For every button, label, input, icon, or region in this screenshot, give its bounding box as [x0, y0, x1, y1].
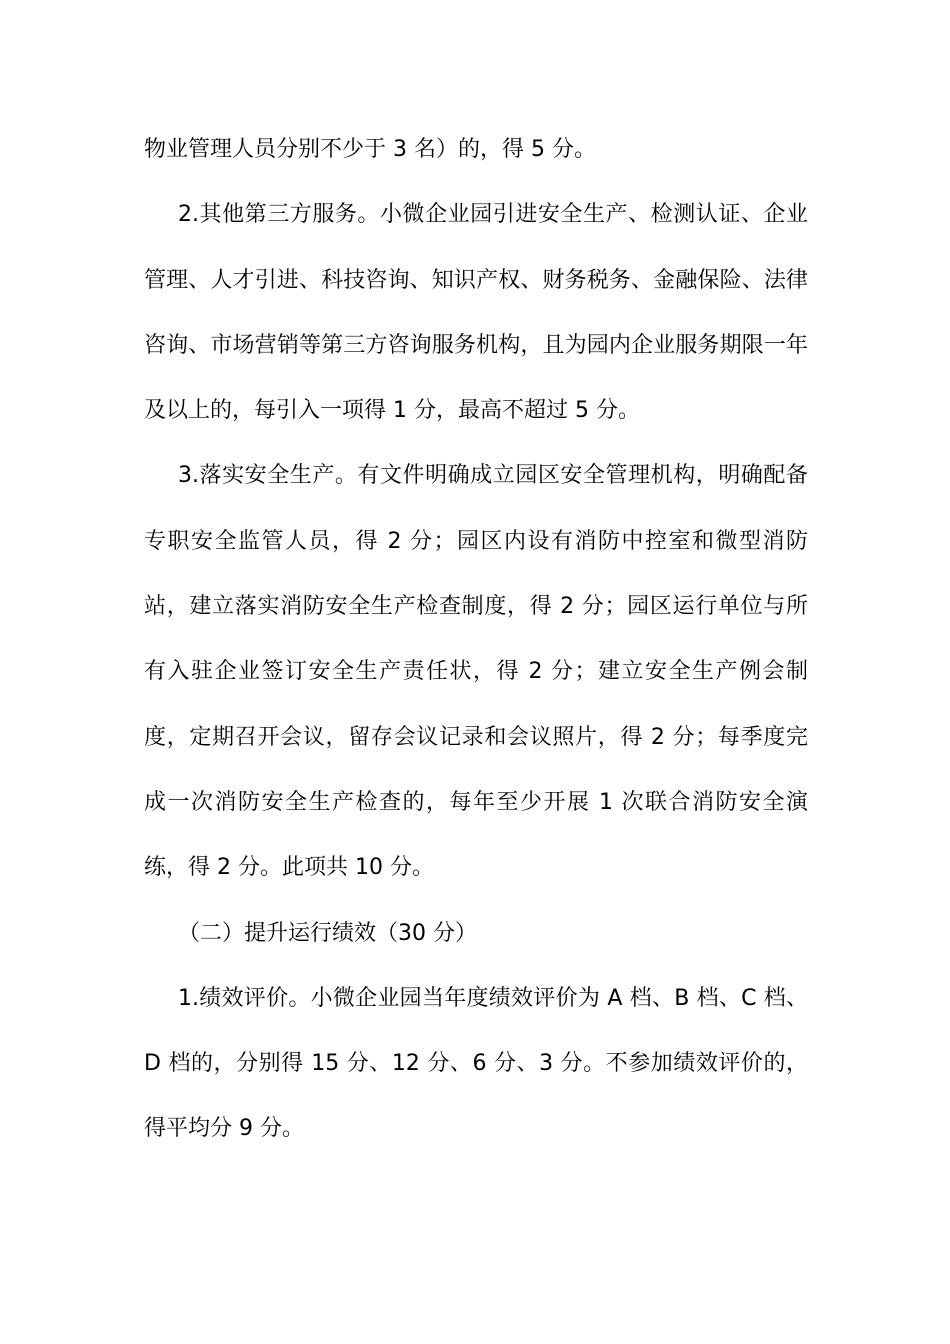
section-heading-operation-performance: （二）提升运行绩效（30 分） [178, 920, 477, 946]
paragraph-third-party-services: 2.其他第三方服务。小微企业园引进安全生产、检测认证、企业管理、人才引进、科技咨询、知识产权、财务税务、金融保险、法律咨询、市场营销等第三方咨询服务机构，且为园内企业服务期限一年及以上的，每引入一项得 1 分，最高不超过 5 分。 [144, 202, 808, 424]
paragraph-performance-evaluation: 1.绩效评价。小微企业园当年度绩效评价为 A 档、B 档、C 档、D 档的，分别得 15 分、12 分、6 分、3 分。不参加绩效评价的，得平均分 9 分。 [144, 985, 808, 1142]
paragraph-continuation: 物业管理人员分别不少于 3 名）的，得 5 分。 [144, 137, 596, 162]
document-body [144, 117, 808, 1162]
paragraph-safety-production: 3.落实安全生产。有文件明确成立园区安全管理机构，明确配备专职安全监管人员，得 2 分；园区内设有消防中控室和微型消防站，建立落实消防安全生产检查制度，得 2 分；园区运行单位与所有入驻企业签订安全生产责任状，得 2 分；建立安全生产例会制度，定期召开会议，留存会议记录和会议照片，得 2 分；每季度完成一次消防安全生产检查的，每年至少开展 1 次联合消防安全演练，得 2 分。此项共 10 分。 [144, 463, 808, 881]
